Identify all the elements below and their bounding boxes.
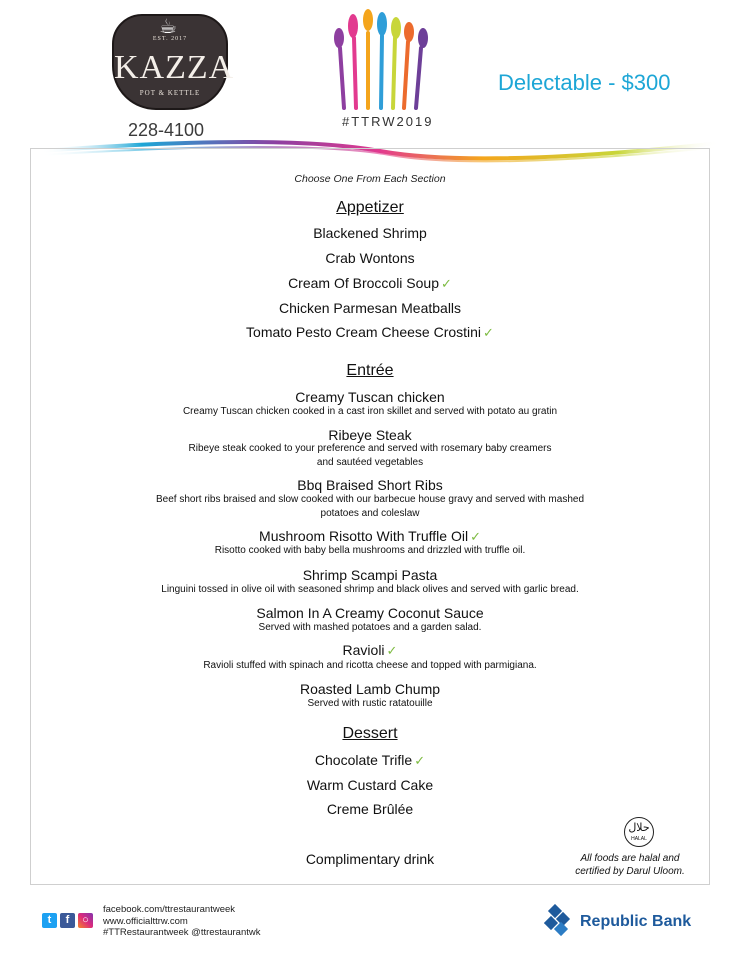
vegetarian-leaf-icon: ✓ (414, 753, 426, 768)
menu-item: Roasted Lamb Chump (299, 681, 441, 697)
logo-subtitle: POT & KETTLE (139, 89, 201, 97)
menu-item-description: potatoes and coleslaw (320, 508, 420, 519)
menu-item: Shrimp Scampi Pasta (302, 567, 438, 583)
menu-item: Creme Brûlée (326, 801, 414, 817)
menu-item: Tomato Pesto Cream Cheese Crostini ✓ (246, 324, 494, 340)
complimentary-drink: Complimentary drink (305, 851, 435, 867)
menu-item-description: Creamy Tuscan chicken cooked in a cast iron skillet and served with potato au gratin (182, 406, 558, 417)
vegetarian-leaf-icon: ✓ (441, 276, 452, 291)
menu-item-description: Linguini tossed in olive oil with seasoned shrimp and black olives and served with garlic bread. (161, 584, 579, 595)
facebook-icon[interactable]: f (60, 913, 75, 928)
instagram-icon[interactable]: ○ (78, 913, 93, 928)
menu-item: Cream Of Broccoli Soup ✓ (288, 275, 452, 291)
twitter-icon[interactable]: t (42, 913, 57, 928)
vegetarian-leaf-icon: ✓ (483, 325, 494, 340)
halal-note-line: certified by Darul Uloom. (575, 866, 685, 877)
menu-item-description: Served with rustic ratatouille (307, 698, 433, 709)
hashtag-handle: #TTRestaurantweek @ttrestaurantwk (103, 927, 261, 938)
utensils-logo-icon (330, 8, 440, 113)
phone-number: 228-4100 (128, 120, 205, 140)
menu-item: Salmon In A Creamy Coconut Sauce (256, 605, 484, 621)
sponsor-name: Republic Bank (580, 913, 692, 930)
section-dessert-title: Dessert (342, 725, 398, 742)
menu-item-description: Beef short ribs braised and slow cooked with our barbecue house gravy and served with mashed (155, 494, 585, 505)
menu-item-description: Ravioli stuffed with spinach and ricotta cheese and topped with parmigiana. (203, 660, 537, 671)
package-price: Delectable - $300 (498, 70, 671, 95)
menu-item: Crab Wontons (325, 250, 415, 266)
kettle-icon: ☕ (159, 16, 177, 38)
halal-note-line: All foods are halal and (580, 853, 680, 864)
logo-est: EST. 2017 (152, 36, 188, 42)
menu-item: Chocolate Trifle ✓ (314, 752, 426, 768)
section-appetizer-title: Appetizer (336, 199, 404, 216)
menu-instruction: Choose One From Each Section (294, 173, 446, 185)
menu-item: Ribeye Steak (328, 427, 412, 443)
menu-item: Chicken Parmesan Meatballs (278, 300, 462, 316)
menu-item-description: Ribeye steak cooked to your preference and served with rosemary baby creamers (188, 443, 552, 454)
halal-badge-label: HALAL (631, 836, 647, 842)
vegetarian-leaf-icon: ✓ (470, 529, 481, 544)
menu-item: Creamy Tuscan chicken (295, 389, 445, 405)
website-link[interactable]: www.officialttrw.com (103, 915, 188, 927)
vegetarian-leaf-icon: ✓ (386, 643, 398, 658)
social-icons (42, 910, 96, 928)
menu-item: Blackened Shrimp (313, 225, 427, 241)
menu-item-description: Served with mashed potatoes and a garden salad. (258, 622, 482, 633)
restaurant-logo (112, 14, 235, 110)
republic-bank-logo-icon (544, 904, 578, 938)
header (0, 0, 742, 165)
halal-note (560, 852, 700, 878)
menu-item: Warm Custard Cake (306, 777, 434, 793)
section-entree-title: Entrée (346, 362, 394, 379)
facebook-link[interactable]: facebook.com/ttrestaurantweek (103, 904, 236, 915)
event-hashtag: #TTRW2019 (342, 114, 434, 129)
menu-item: Ravioli ✓ (342, 642, 398, 658)
menu-item: Bbq Braised Short Ribs (297, 477, 443, 493)
halal-badge-icon (624, 817, 654, 847)
halal-arabic-glyph: حلال (628, 822, 650, 834)
logo-name: KAZZA (114, 49, 235, 86)
menu-item: Mushroom Risotto With Truffle Oil ✓ (259, 528, 481, 544)
footer-links (103, 904, 260, 939)
menu-item-description: and sautéed vegetables (316, 457, 424, 468)
menu-item-description: Risotto cooked with baby bella mushrooms and drizzled with truffle oil. (214, 545, 526, 556)
